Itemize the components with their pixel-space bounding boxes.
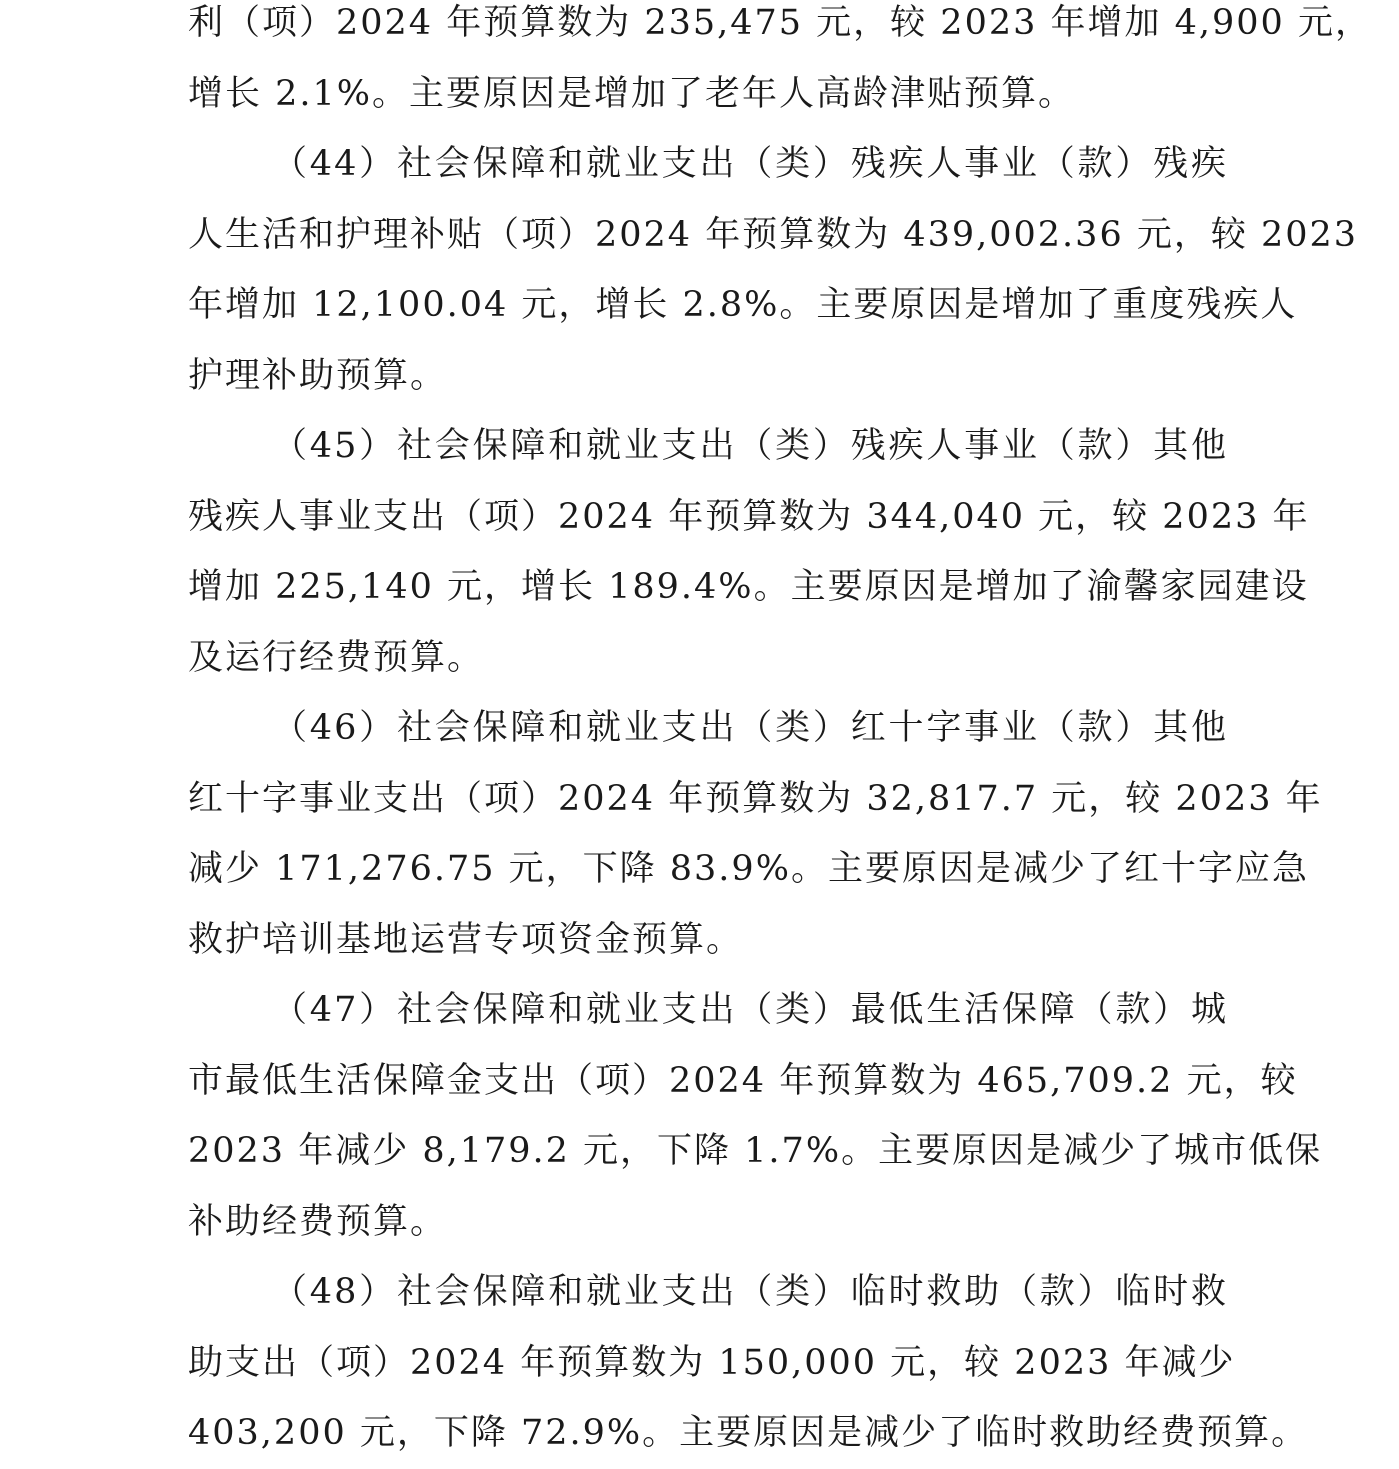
text-line: 增长 2.1%。主要原因是增加了老年人高龄津贴预算。 <box>188 73 1076 114</box>
text-line: 年增加 12,100.04 元，增长 2.8%。主要原因是增加了重度残疾人 <box>188 285 1298 325</box>
text-line: 市最低生活保障金支出（项）2024 年预算数为 465,709.2 元，较 <box>188 1060 1298 1101</box>
text-line: （47）社会保障和就业支出（类）最低生活保障（款）城 <box>272 990 1228 1030</box>
text-line: （46）社会保障和就业支出（类）红十字事业（款）其他 <box>272 708 1228 748</box>
text-line: 残疾人事业支出（项）2024 年预算数为 344,040 元，较 2023 年 <box>188 496 1310 537</box>
text-line: （45）社会保障和就业支出（类）残疾人事业（款）其他 <box>272 426 1228 466</box>
text-line: 护理补助预算。 <box>188 355 448 396</box>
text-line: 403,200 元，下降 72.9%。主要原因是减少了临时救助经费预算。 <box>188 1413 1309 1453</box>
paragraph-48 <box>188 1257 1309 1469</box>
paragraph-46 <box>188 693 1323 975</box>
text-line: 红十字事业支出（项）2024 年预算数为 32,817.7 元，较 2023 年 <box>188 778 1323 819</box>
text-line: 助支出（项）2024 年预算数为 150,000 元，较 2023 年减少 <box>188 1342 1236 1383</box>
paragraph-43-continuation <box>188 0 1372 129</box>
document-page <box>188 0 1372 1469</box>
text-line: 增加 225,140 元，增长 189.4%。主要原因是增加了渝馨家园建设 <box>188 567 1309 607</box>
text-line: 2023 年减少 8,179.2 元，下降 1.7%。主要原因是减少了城市低保 <box>188 1131 1323 1171</box>
paragraph-44 <box>188 129 1359 411</box>
text-line: 人生活和护理补贴（项）2024 年预算数为 439,002.36 元，较 2023 <box>188 214 1359 255</box>
paragraph-45 <box>188 411 1310 693</box>
text-line: 利（项）2024 年预算数为 235,475 元，较 2023 年增加 4,900 元， <box>188 3 1372 43</box>
paragraph-47 <box>188 975 1323 1257</box>
text-line: 补助经费预算。 <box>188 1201 448 1242</box>
text-line: 减少 171,276.75 元，下降 83.9%。主要原因是减少了红十字应急 <box>188 849 1309 889</box>
text-line: 及运行经费预算。 <box>188 637 485 678</box>
text-line: （44）社会保障和就业支出（类）残疾人事业（款）残疾 <box>272 144 1228 184</box>
text-line: 救护培训基地运营专项资金预算。 <box>188 919 744 960</box>
text-line: （48）社会保障和就业支出（类）临时救助（款）临时救 <box>272 1272 1228 1312</box>
